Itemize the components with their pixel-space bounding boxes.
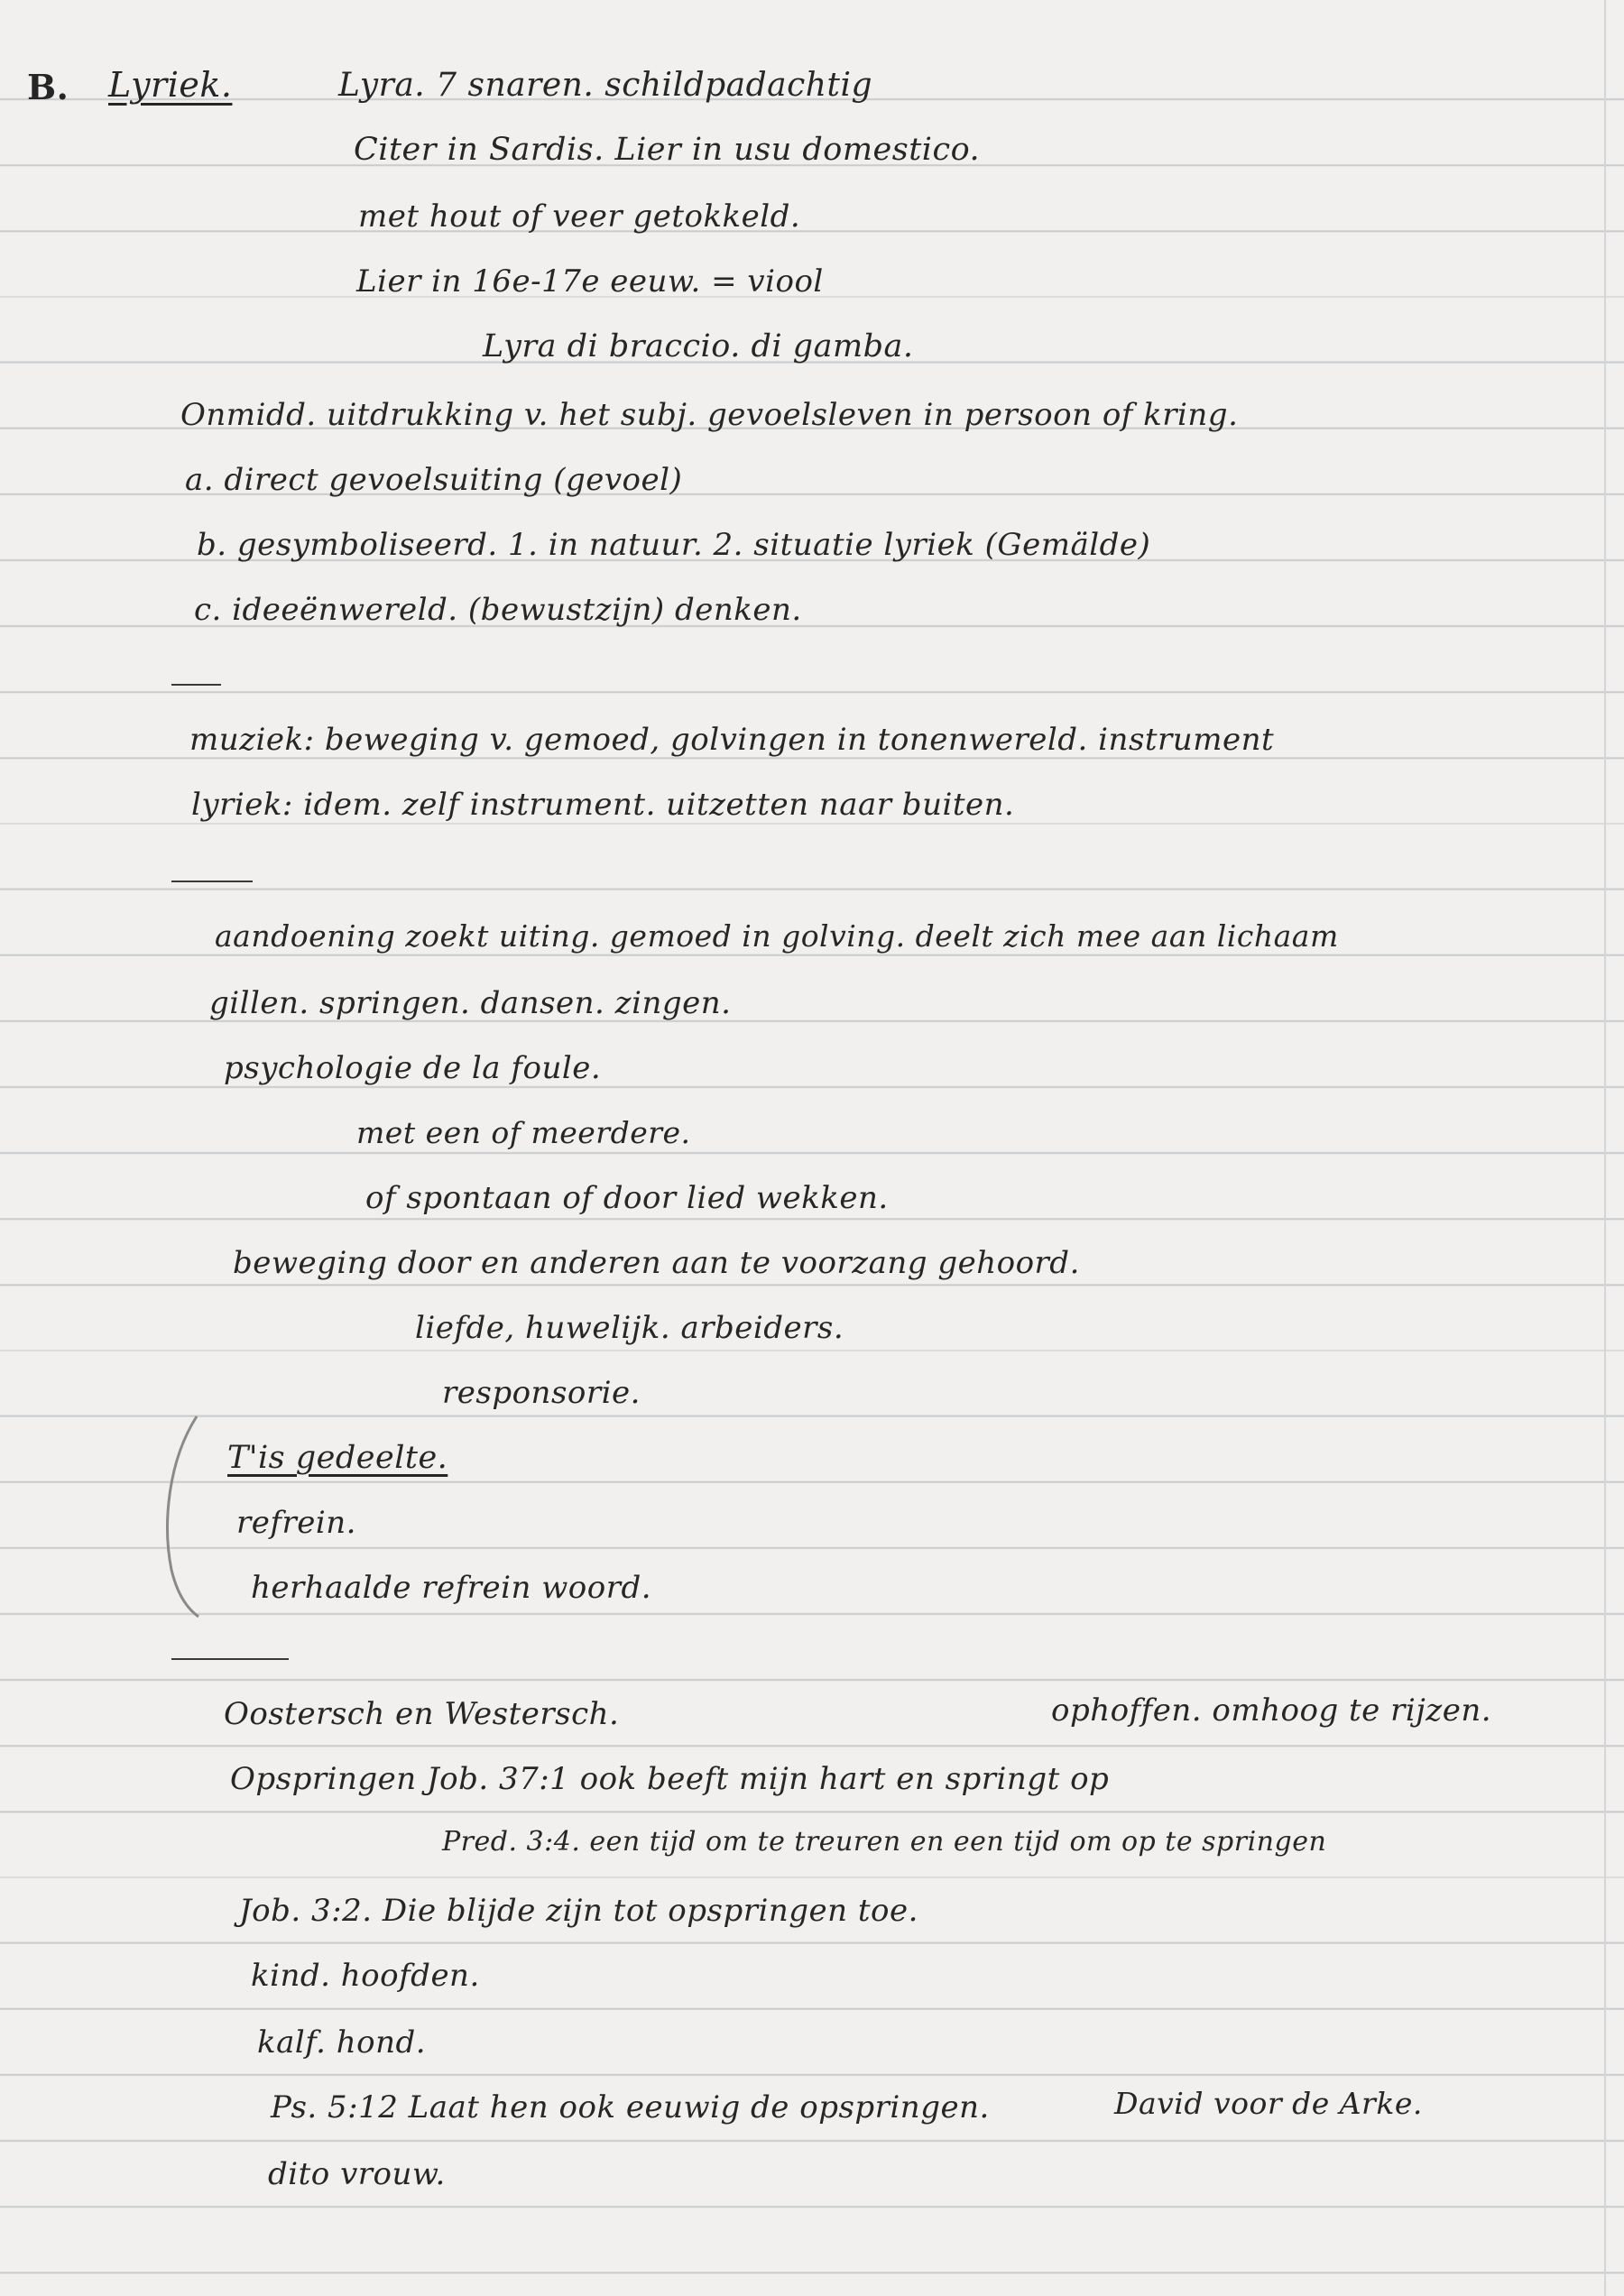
- note-line-30: Ps. 5:12 Laat hen ook eeuwig de opspringen.: [271, 2089, 990, 2125]
- note-line-27: Job. 3:2. Die blijde zijn tot opspringen toe.: [239, 1893, 918, 1929]
- note-line-2: Citer in Sardis. Lier in usu domestico.: [354, 132, 981, 168]
- note-line-9: c. ideeënwereld. (bewustzijn) denken.: [194, 592, 802, 628]
- note-line-13: gillen. springen. dansen. zingen.: [209, 985, 732, 1021]
- note-line-29: kalf. hond.: [257, 2024, 427, 2061]
- note-line-21: refrein.: [236, 1505, 356, 1541]
- note-line-11: lyriek: idem. zelf instrument. uitzetten naar buiten.: [191, 787, 1015, 823]
- note-line-19: responsorie.: [442, 1375, 641, 1411]
- note-line-31: David voor de Arke.: [1114, 2086, 1423, 2121]
- section-divider: [171, 1658, 289, 1660]
- note-line-4: Lier in 16e-17e eeuw. = viool: [356, 263, 824, 300]
- note-line-10: muziek: beweging v. gemoed, golvingen in tonenwereld. instrument: [189, 722, 1275, 758]
- note-line-17: beweging door en anderen aan te voorzang gehoord.: [233, 1245, 1080, 1281]
- note-line-1: Lyra. 7 snaren. schildpadachtig: [338, 67, 873, 104]
- note-line-22: herhaalde refrein woord.: [251, 1570, 652, 1606]
- note-line-6: Onmidd. uitdrukking v. het subj. gevoelsleven in persoon of kring.: [180, 397, 1239, 433]
- note-line-28: kind. hoofden.: [251, 1958, 480, 1994]
- section-letter: B.: [27, 67, 69, 107]
- note-line-5: Lyra di braccio. di gamba.: [483, 328, 914, 364]
- note-line-24: ophoffen. omhoog te rijzen.: [1051, 1692, 1492, 1729]
- note-line-20: T'is gedeelte.: [227, 1440, 448, 1476]
- note-line-7: a. direct gevoelsuiting (gevoel): [185, 462, 683, 498]
- section-divider: [171, 881, 253, 882]
- note-line-18: liefde, huwelijk. arbeiders.: [415, 1310, 844, 1346]
- note-line-12: aandoening zoekt uiting. gemoed in golving. deelt zich mee aan lichaam: [215, 918, 1339, 954]
- section-divider: [171, 684, 221, 686]
- note-line-23: Oostersch en Westersch.: [224, 1696, 620, 1732]
- bracket-mark: [161, 1407, 206, 1624]
- note-line-14: psychologie de la foule.: [224, 1050, 602, 1086]
- note-line-16: of spontaan of door lied wekken.: [365, 1180, 889, 1216]
- note-line-26: Pred. 3:4. een tijd om te treuren en een tijd om op te springen: [442, 1826, 1327, 1858]
- section-title: Lyriek.: [108, 65, 233, 105]
- note-line-8: b. gesymboliseerd. 1. in natuur. 2. situatie lyriek (Gemälde): [197, 527, 1151, 563]
- note-line-3: met hout of veer getokkeld.: [358, 198, 801, 235]
- note-line-15: met een of meerdere.: [356, 1115, 691, 1150]
- note-line-25: Opspringen Job. 37:1 ook beeft mijn hart en springt op: [230, 1761, 1110, 1797]
- margin-line: [1604, 0, 1606, 2296]
- note-line-32: dito vrouw.: [268, 2156, 446, 2192]
